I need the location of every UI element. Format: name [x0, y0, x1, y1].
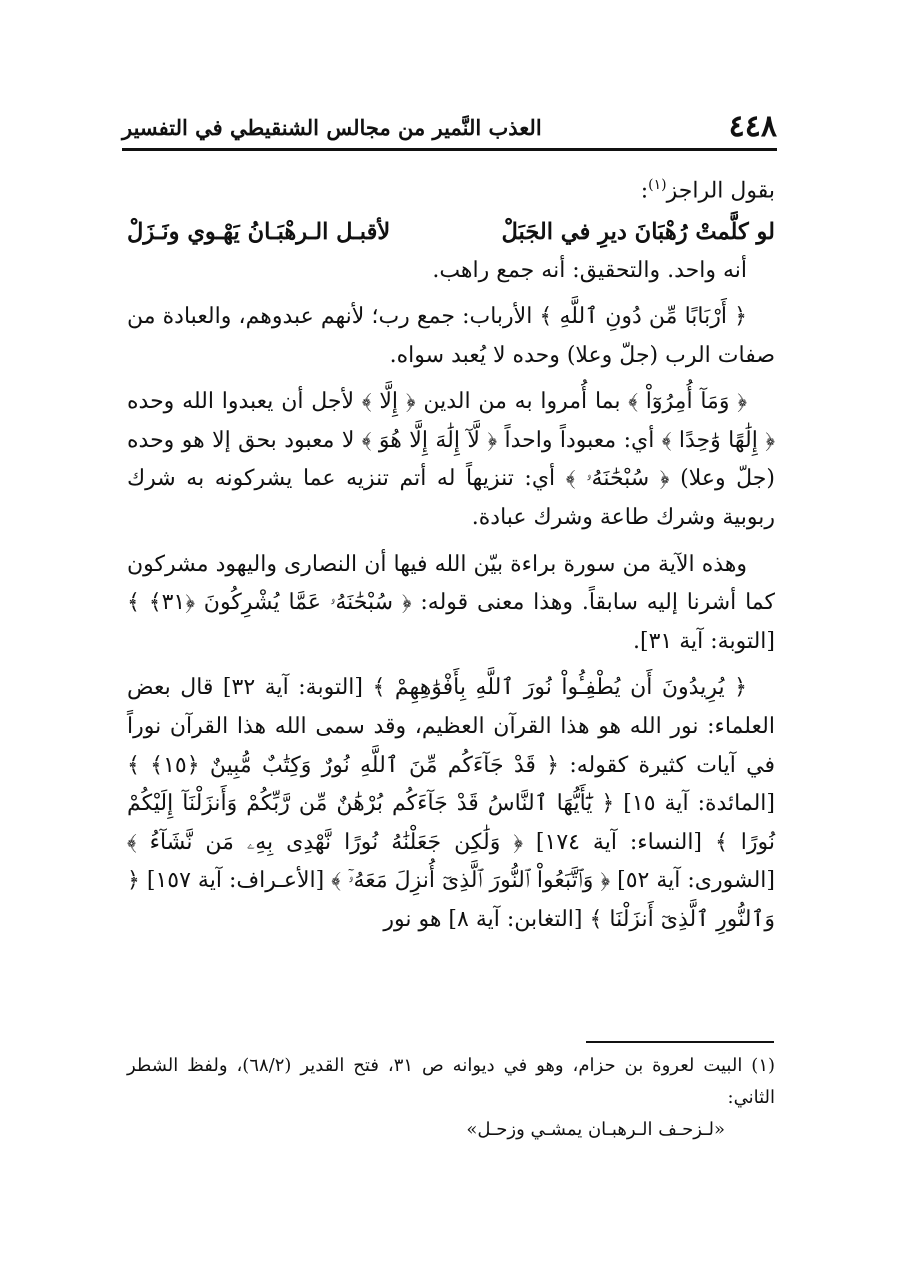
intro-text: بقول الراجز — [666, 178, 775, 204]
footnote-1-verse: «لـزحـف الـرهبـان يمشـي وزحـل» — [466, 1119, 725, 1140]
poetry-verse — [127, 213, 775, 252]
running-title: العذب النَّمير من مجالس الشنقيطي في التفسير — [122, 115, 542, 140]
paragraph-conclusion: أنه واحد. والتحقيق: أنه جمع راهب. — [432, 257, 747, 283]
paragraph-arbab: ﴿ أَرْبَابًا مِّن دُونِ ٱللَّهِ ﴾ الأرباب: جمع رب؛ لأنهم عبدوهم، والعبادة من صفات الرب (جلّ وعلا) وحده لا يُعبد سواه. — [127, 304, 775, 368]
paragraph-yuriduna: ﴿ يُرِيدُونَ أَن يُطْفِـُٔواْ نُورَ ٱللَّهِ بِأَفْوَٰهِهِمْ ﴾ [التوبة: آية ٣٢] قال بعض العلماء: نور الله هو هذا القرآن العظيم، وقد سمى الله هذا القرآن نوراً في آيات كثيرة كقوله: ﴿ قَدْ جَآءَكُم مِّنَ ٱللَّهِ نُورٌ وَكِتَٰبٌ مُّبِينٌ ﴿١٥﴾ ﴾ [المائدة: آية ١٥] ﴿ يَٰٓأَيُّهَا ٱلنَّاسُ قَدْ جَآءَكُم بُرْهَٰنٌ مِّن رَّبِّكُمْ وَأَنزَلْنَآ إِلَيْكُمْ نُورًا ﴾ [النساء: آية ١٧٤] ﴿ وَلَٰكِن جَعَلْنَٰهُ نُورًا نَّهْدِى بِهِۦ مَن نَّشَآءُ ﴾ [الشورى: آية ٥٢] ﴿ وَٱتَّبَعُواْ ٱلنُّورَ ٱلَّذِىٓ أُنزِلَ مَعَهُۥٓ ﴾ [الأعـراف: آية ١٥٧] ﴿ وَٱلنُّورِ ٱلَّذِىٓ أَنزَلْنَا ﴾ [التغابن: آية ٨] هو نور — [127, 675, 775, 933]
footnote-1: (١) البيت لعروة بن حزام، وهو في ديوانه ص ٣١، فتح القدير (٦٨/٢)، ولفظ الشطر الثاني: — [127, 1055, 776, 1108]
page-header — [122, 104, 777, 151]
footnote-marker: (١) — [648, 177, 667, 193]
footnotes — [127, 1050, 775, 1146]
intro-colon: : — [640, 178, 649, 204]
paragraph-baraa: وهذه الآية من سورة براءة بيّن الله فيها أن النصارى واليهود مشركون كما أشرنا إليه سابقاً. وهذا معنى قوله: ﴿ سُبْحَٰنَهُۥ عَمَّا يُشْرِكُونَ ﴿٣١﴾ ﴾ [التوبة: آية ٣١]. — [127, 551, 775, 654]
intro-line — [127, 166, 775, 211]
main-text — [127, 166, 775, 940]
verse-second-hemistich: لأقبـل الـرهْبَـانُ يَهْـوي ونَـزَلْ — [127, 218, 391, 245]
page-number: ٤٤٨ — [728, 109, 777, 144]
verse-first-hemistich: لو كلَّمتْ رُهْبَانَ ديرِ في الجَبَلْ — [501, 218, 775, 245]
footnote-separator — [586, 1041, 774, 1043]
paragraph-umiru: ﴿ وَمَآ أُمِرُوٓاْ ﴾ بما أُمروا به من الدين ﴿ إِلَّا ﴾ لأجل أن يعبدوا الله وحده ﴿ إِلَٰهًا وَٰحِدًا ﴾ أي: معبوداً واحداً ﴿ لَّآ إِلَٰهَ إِلَّا هُوَ ﴾ لا معبود بحق إلا هو وحده (جلّ وعلا) ﴿ سُبْحَٰنَهُۥ ﴾ أي: تنزيهاً له أتم تنزيه عما يشركونه به شرك ربوبية وشرك طاعة وشرك عبادة. — [127, 389, 775, 531]
